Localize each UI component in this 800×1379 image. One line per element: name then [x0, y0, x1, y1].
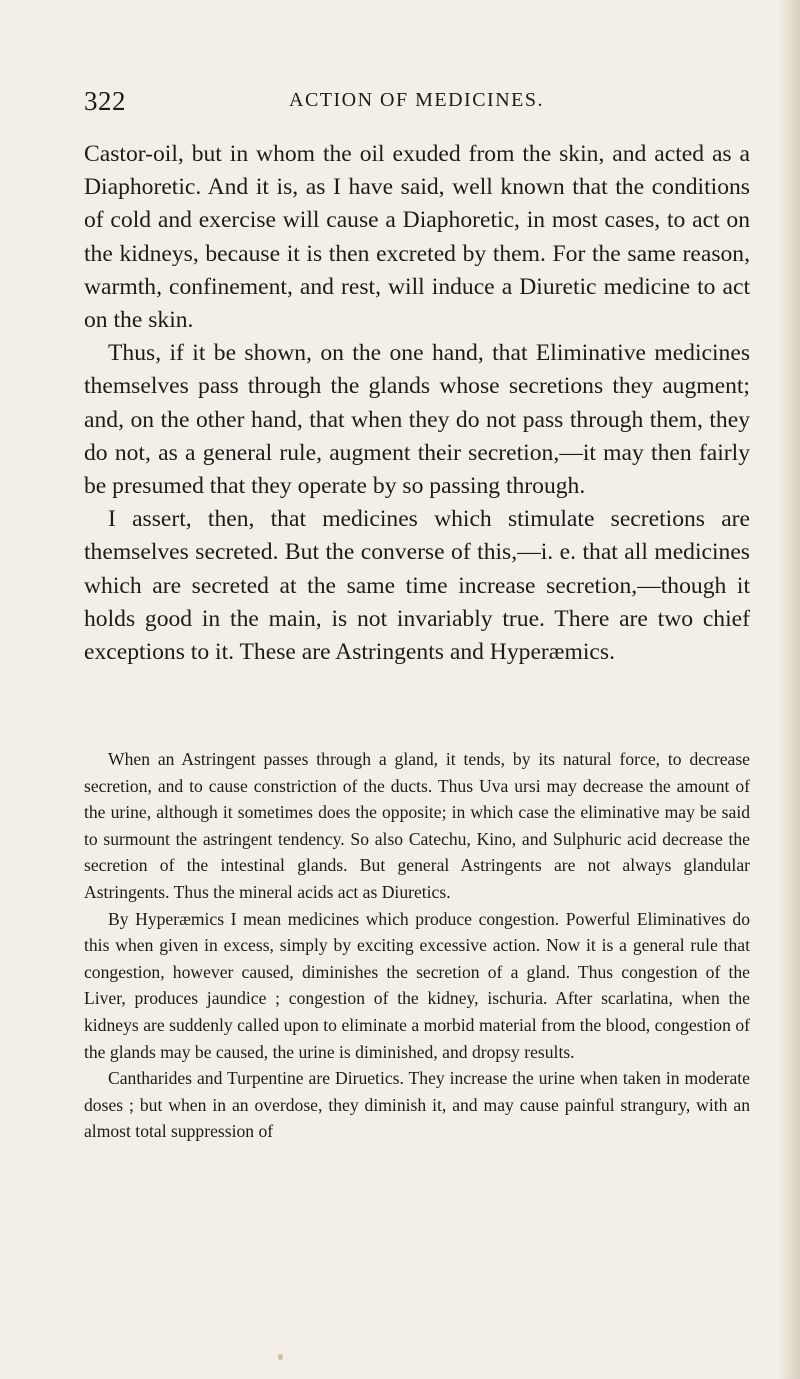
note-paragraph-2: By Hyperæmics I mean medicines which produce congestion. Powerful Eliminatives do this when given in excess, simply by exciting excessive action. Now it is a general rule that congestion, however caused, diminishes the secretion of a gland. Thus congestion of the Liver, produces jaundice ; congestion of the kidney, ischuria. After scarlatina, when the kidneys are suddenly called upon to eliminate a morbid material from the blood, congestion of the glands may be caused, the urine is diminished, and dropsy results.	[84, 908, 750, 1062]
main-text	[84, 138, 750, 669]
body-paragraph-1: Castor-oil, but in whom the oil exuded from the skin, and acted as a Diaphoretic. And it is, as I have said, well known that the conditions of cold and exercise will cause a Diaphoretic, in most cases, to act on the kidneys, because it is then excreted by them. For the same reason, warmth, confinement, and rest, will induce a Diuretic medicine to act on the skin.	[84, 141, 750, 334]
page-header	[84, 86, 750, 118]
paper-speck	[278, 1354, 283, 1360]
body-paragraph-3: I assert, then, that medicines which stimulate secretions are themselves secreted. But the converse of this,—i. e. that all medicines which are secreted at the same time increase secretion,—though it holds good in the main, is not invariably true. There are two chief exceptions to it. These are Astringents and Hyperæmics.	[84, 506, 750, 666]
notes-text	[84, 746, 750, 1145]
note-paragraph-1: When an Astringent passes through a gland, it tends, by its natural force, to decrease secretion, and to cause constriction of the ducts. Thus Uva ursi may decrease the amount of the urine, although it sometimes does the opposite; in which case the eliminative may be said to surmount the astringent tendency. So also Catechu, Kino, and Sulphuric acid decrease the secretion of the intestinal glands. But general Astringents are not always glandular Astringents. Thus the mineral acids act as Diuretics.	[84, 749, 750, 902]
page-number: 322	[84, 86, 126, 116]
running-title: ACTION OF MEDICINES.	[289, 89, 544, 111]
note-paragraph-3: Cantharides and Turpentine are Diruetics. They increase the urine when taken in moderate doses ; but when in an overdose, they diminish it, and may cause painful strangury, with an almost total suppression of	[84, 1068, 750, 1142]
page-edge-shadow	[778, 0, 800, 1379]
body-paragraph-2: Thus, if it be shown, on the one hand, that Eliminative medicines themselves pass through the glands whose secretions they augment; and, on the other hand, that when they do not pass through them, they do not, as a general rule, augment their secretion,—it may then fairly be presumed that they operate by so passing through.	[84, 340, 750, 500]
